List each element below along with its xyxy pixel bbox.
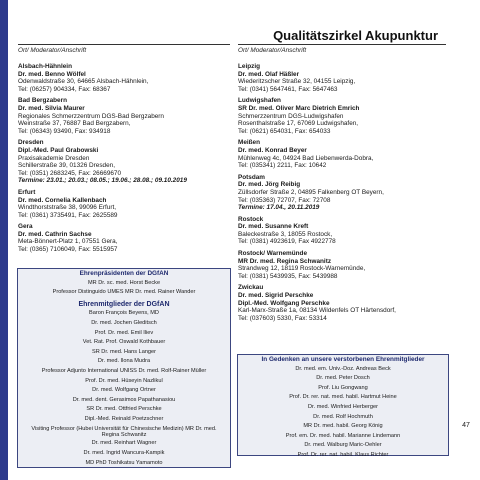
entry-city: Bad Bergzabern <box>18 97 68 105</box>
entry-address: Meta-Bönnert-Platz 1, 07551 Gera, <box>18 238 118 246</box>
entry-moderator: Dr. med. Jörg Reibig <box>238 181 301 189</box>
entry-city: Zwickau <box>238 284 264 292</box>
entry-moderator: Dr. med. Silvia Maurer <box>18 104 85 112</box>
entry-moderator: Dr. med. Olaf Häßler <box>238 70 300 78</box>
right-column-header: Ort/ Moderator/Anschrift <box>238 47 307 54</box>
honorary-members-box <box>17 268 231 468</box>
entry-phone: Tel: (06257) 904334, Fax: 68367 <box>18 85 111 93</box>
directory-entry <box>238 97 448 135</box>
entry-phone: Tel: (035363) 72707, Fax: 72708 <box>238 196 331 204</box>
honorary-member: Visiting Professor (Hubei Universität für Chinesische Medizin) MR Dr. med. Regina Schwanitz <box>31 425 217 438</box>
entry-address: Baleckestraße 3, 18055 Rostock, <box>238 230 333 238</box>
memoriam-name: Dr. med. Walburg Maric-Oehler <box>304 442 382 449</box>
honorary-member: Dr. med. dent. Gerasimos Papathanasiou <box>72 396 176 403</box>
honorary-president: Professor Distinguido UMES MR Dr. med. Rainer Wander <box>52 289 196 296</box>
memoriam-name: Prof. Dr. rer. nat. med. habil. Hartmut Heine <box>289 394 397 401</box>
left-column-header: Ort/ Moderator/Anschrift <box>18 47 87 54</box>
left-accent-bar <box>0 0 8 480</box>
directory-entry <box>238 63 448 93</box>
entry-dates: Termine: 23.01.; 20.03.; 08.05.; 19.06.; 28.08.; 09.10.2019 <box>18 177 187 185</box>
entry-city: Potsdam <box>238 173 265 181</box>
directory-entry <box>238 139 448 169</box>
entry-phone: Tel: (0341) 5647461, Fax: 5647463 <box>238 85 338 93</box>
entry-moderator: SR Dr. med. Oliver Marc Dietrich Emrich <box>238 104 360 112</box>
entry-address: Mühlenweg 4c, 04924 Bad Liebenwerda-Dobra, <box>238 154 374 162</box>
entry-moderator: MR Dr. med. Regina Schwanitz <box>238 257 332 265</box>
honorary-members-heading: Ehrenmitglieder der DGfAN <box>78 300 170 308</box>
entry-phone: Tel: (035341) 2211, Fax: 10642 <box>238 162 327 170</box>
entry-phone: Tel: (06343) 93490, Fax: 934918 <box>18 127 111 135</box>
entry-address: Schillerstraße 39, 01326 Dresden, <box>18 162 115 170</box>
directory-entry <box>238 250 448 280</box>
entry-address: Odenwaldstraße 30, 64665 Alsbach-Hähnlein, <box>18 78 149 86</box>
entry-phone: Tel: (0381) 5439935, Fax: 5439988 <box>238 272 338 280</box>
entry-address: Züllsdorfer Straße 2, 04895 Falkenberg OT Beyern, <box>238 188 384 196</box>
honorary-member: SR Dr. med. Hans Langer <box>91 348 157 355</box>
left-column <box>18 63 233 258</box>
directory-entry <box>18 139 233 185</box>
entry-moderator: Dr. med. Sigrid Perschke <box>238 292 314 300</box>
directory-entry <box>18 189 233 219</box>
entry-moderator-2: Dipl.-Med. Wolfgang Perschke <box>238 299 330 307</box>
entry-moderator: Dipl.-Med. Paul Grabowski <box>18 146 99 154</box>
honorary-president: MR Dr. sc. med. Horst Becke <box>87 279 161 286</box>
entry-city: Erfurt <box>18 188 36 196</box>
memoriam-name: Dr. med. Rolf Hochmuth <box>313 413 373 420</box>
honorary-member: Prof. Dr. med. Hüseyin Nazlikul <box>85 377 163 384</box>
entry-phone: Tel: (037603) 5330, Fax: 53314 <box>238 314 327 322</box>
directory-entry <box>18 97 233 135</box>
honorary-member: Vet. Rat. Prof. Oswald Kothbauer <box>82 339 166 346</box>
entry-address: Strandweg 12, 18119 Rostock-Warnemünde, <box>238 265 366 273</box>
honorary-member: Dr. med. Reinhart Wagner <box>91 440 157 447</box>
right-header-rule <box>238 44 446 45</box>
entry-city: Dresden <box>18 139 44 147</box>
memoriam-name: Dr. med. em. Univ.-Doz. Andreas Beck <box>295 365 391 372</box>
entry-moderator: Dr. med. Cathrin Sachse <box>18 230 92 238</box>
honorary-presidents-heading: Ehrenpräsidenten der DGfAN <box>79 270 169 277</box>
entry-city: Rostock/ Warnemünde <box>238 250 308 258</box>
honorary-member: Dr. med. Jochen Gleditsch <box>91 319 157 326</box>
memoriam-name: Dr. med. Peter Dosch <box>316 375 370 382</box>
honorary-member: Dr. med. Ilona Mudra <box>97 358 151 365</box>
page-title: Qualitätszirkel Akupunktur <box>273 28 438 43</box>
entry-city: Ludwigshafen <box>238 97 281 105</box>
directory-entry <box>18 63 233 93</box>
entry-phone: Tel: (0361) 3735491, Fax: 2625589 <box>18 211 118 219</box>
memoriam-name: Dr. med. Winfried Herberger <box>308 403 378 410</box>
memoriam-heading: In Gedenken an unsere verstorbenen Ehrenmitglieder <box>261 356 425 363</box>
honorary-member: Prof. Dr. med. Emil Iliev <box>94 329 154 336</box>
entry-city: Meißen <box>238 139 261 147</box>
memoriam-name: Prof. em. Dr. med. habil. Marianne Lindemann <box>285 432 401 439</box>
entry-city: Leipzig <box>238 63 261 70</box>
honorary-member: Dr. med. Wolfgang Ortner <box>92 387 156 394</box>
entry-institution: Regionales Schmerzzentrum DGS-Bad Bergzabern <box>18 112 164 120</box>
entry-moderator: Dr. med. Konrad Beyer <box>238 146 307 154</box>
directory-entry <box>18 223 233 253</box>
directory-entry <box>238 174 448 212</box>
entry-address: Wiederitzscher Straße 32, 04155 Leipzig, <box>238 78 356 86</box>
directory-entry <box>238 284 448 322</box>
entry-institution: Schmerzzentrum DGS-Ludwigshafen <box>238 112 344 120</box>
entry-moderator: Dr. med. Susanne Kreft <box>238 223 309 231</box>
entry-institution: Praxisakademie Dresden <box>18 154 90 162</box>
entry-city: Alsbach-Hähnlein <box>18 63 72 70</box>
entry-moderator: Dr. med. Benno Wölfel <box>18 70 86 78</box>
entry-address: Weinstraße 37, 76887 Bad Bergzabern, <box>18 120 131 128</box>
honorary-member: Dr. med. Ingrid Wancura-Kampik <box>83 449 165 456</box>
honorary-member: Dipl.-Med. Reinald Poetzschner <box>84 415 164 422</box>
right-column <box>238 63 448 326</box>
honorary-member: Baron François Beyens, MD <box>89 310 159 317</box>
entry-address: Windthorststraße 38, 99096 Erfurt, <box>18 204 117 212</box>
page-number: 47 <box>452 414 480 436</box>
memoriam-name: Prof. Dr. rer. nat. habil. Klaus Richter <box>297 451 389 458</box>
directory-entry <box>238 216 448 246</box>
honorary-member: MD PhD Toshikatsu Yamamoto <box>85 459 163 466</box>
entry-moderator: Dr. med. Cornelia Kallenbach <box>18 196 107 204</box>
entry-address: Karl-Marx-Straße 1a, 08134 Wildenfels OT Härtensdorf, <box>238 307 396 315</box>
entry-phone: Tel: (0351) 2683245, Fax: 26669670 <box>18 169 122 177</box>
left-header-rule <box>18 44 230 45</box>
memoriam-box <box>237 354 449 456</box>
entry-city: Rostock <box>238 215 264 223</box>
memoriam-name: Prof. Liu Gongwang <box>318 384 368 391</box>
honorary-member: SR Dr. med. Ottfried Perschke <box>86 406 162 413</box>
entry-phone: Tel: (0621) 654031, Fax: 654033 <box>238 127 331 135</box>
entry-address: Rosenthalstraße 17, 67069 Ludwigshafen, <box>238 120 359 128</box>
entry-phone: Tel: (0381) 4923619, Fax 4922778 <box>238 238 336 246</box>
entry-dates: Termine: 17.04., 20.11.2019 <box>238 204 320 212</box>
honorary-member: Professor Adjunto International UNISS Dr. med. Rolf-Rainer Müller <box>41 367 207 374</box>
memoriam-name: MR Dr. med. habil. Georg König <box>303 423 383 430</box>
entry-city: Gera <box>18 223 33 231</box>
entry-phone: Tel: (0365) 7106049, Fax: 5515957 <box>18 246 118 254</box>
